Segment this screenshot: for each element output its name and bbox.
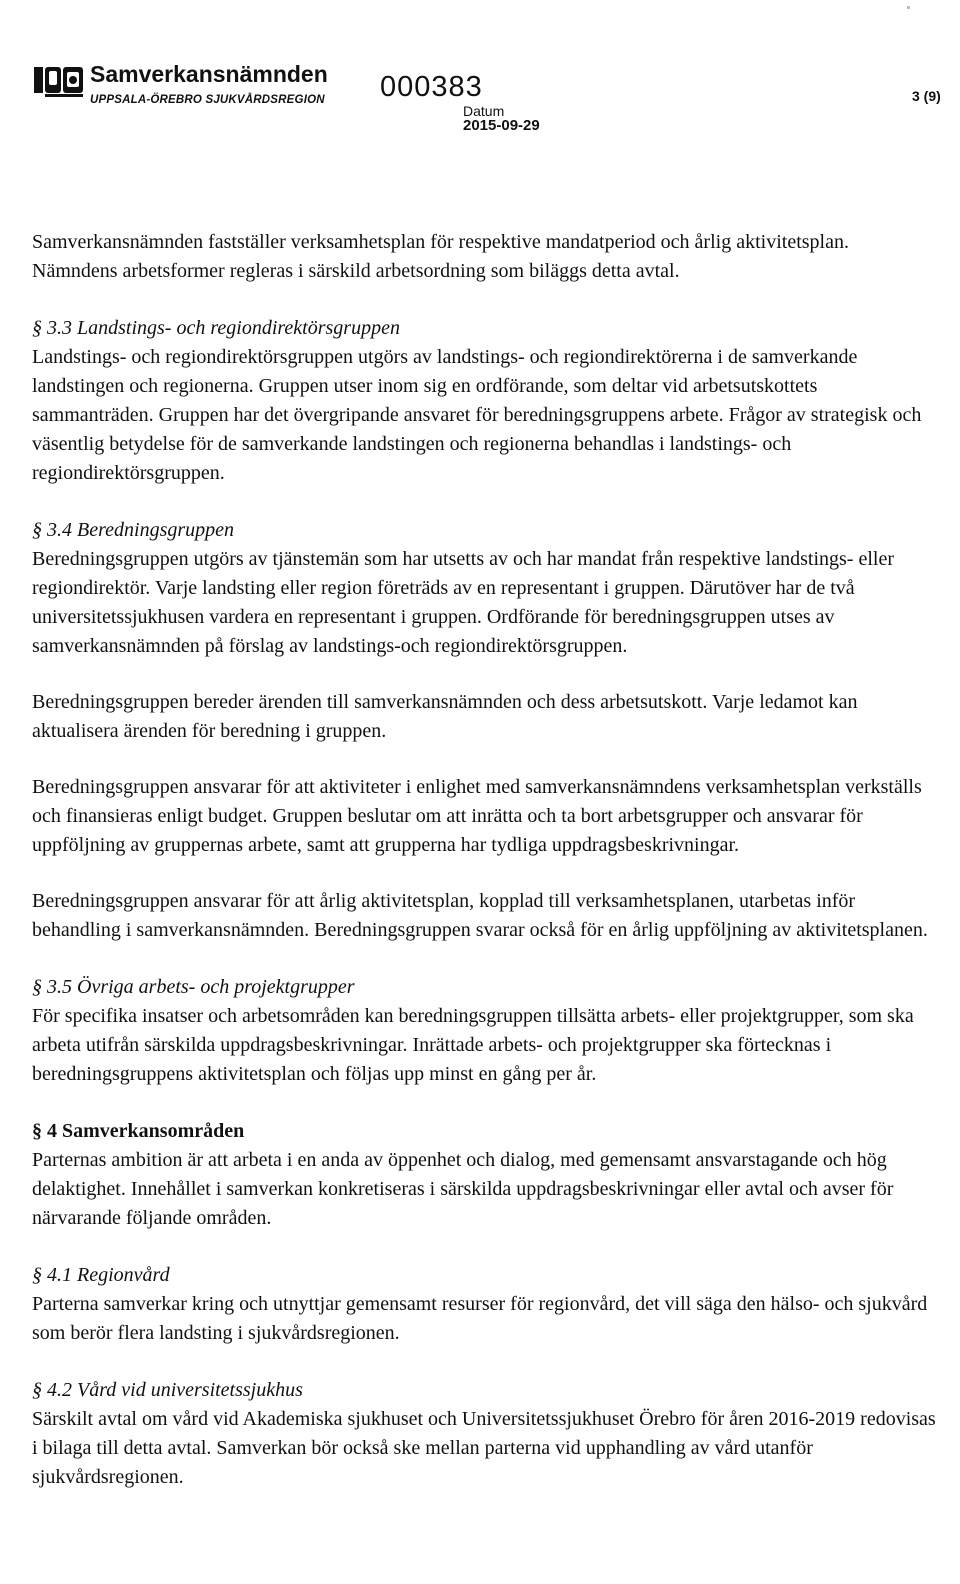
org-subtitle: UPPSALA-ÖREBRO SJUKVÅRDSREGION xyxy=(90,94,325,106)
paragraph: Beredningsgruppen ansvarar för att årlig aktivitetsplan, kopplad till verksamhetsplanen, utarbetas inför behandling i samverkansnämnden. Beredningsgruppen svarar också för en årlig uppföljning av aktivitetsplanen. xyxy=(32,890,928,941)
paragraph: För specifika insatser och arbetsområden kan beredningsgruppen tillsätta arbets- eller projektgrupper, som ska arbeta utifrån särskilda uppdragsbeskrivningar. Inrättade arbets- och projektgrupper ska förtecknas i beredningsgruppens aktivitetsplan och följas upp minst en gång per år. xyxy=(32,1005,914,1085)
section-heading-3-5: § 3.5 Övriga arbets- och projektgrupper xyxy=(32,976,355,998)
paragraph: Landstings- och regiondirektörsgruppen utgörs av landstings- och regiondirektörerna i de samverkande landstingen och regionerna. Gruppen utser inom sig en ordförande, som deltar vid arbetsutskottets sammanträden. Gruppen har det övergripande ansvaret för beredningsgruppens arbete. Frågor av strategisk och väsentlig betydelse för de samverkande landstingen och regionerna behandlas i landstings- och regiondirektörsgruppen. xyxy=(32,346,922,484)
samverkansnamnden-logo-icon xyxy=(33,63,85,99)
section-heading-3-4: § 3.4 Beredningsgruppen xyxy=(32,519,235,541)
scan-mark xyxy=(907,6,910,9)
org-name: Samverkansnämnden xyxy=(90,61,328,87)
paragraph: Beredningsgruppen utgörs av tjänstemän som har utsetts av och har mandat från respektive landstings- eller regiondirektör. Varje landsting eller region företräds av en representant i gruppen. Därutöver har de två universitetssjukhusen vardera en representant i gruppen. Ordförande för beredningsgruppen utses av samverkansnämnden på förslag av landstings-och regiondirektörsgruppen. xyxy=(32,548,894,657)
paragraph: Särskilt avtal om vård vid Akademiska sjukhuset och Universitetssjukhuset Örebro för åren 2016-2019 redovisas i bilaga till detta avtal. Samverkan bör också ske mellan parterna vid upphandling av vård utanför sjukvårdsregionen. xyxy=(32,1408,936,1488)
section-heading-3-3: § 3.3 Landstings- och regiondirektörsgruppen xyxy=(32,317,400,339)
date-label: Datum xyxy=(463,103,505,119)
section-heading-4-1: § 4.1 Regionvård xyxy=(32,1264,170,1286)
page-number: 3 (9) xyxy=(912,88,941,104)
paragraph: Beredningsgruppen bereder ärenden till samverkansnämnden och dess arbetsutskott. Varje ledamot kan aktualisera ärenden för beredning i gruppen. xyxy=(32,691,858,742)
document-date: 2015-09-29 xyxy=(463,117,540,134)
paragraph: Beredningsgruppen ansvarar för att aktiviteter i enlighet med samverkansnämndens verksamhetsplan verkställs och finansieras enligt budget. Gruppen beslutar om att inrätta och ta bort arbetsgrupper och ansvarar för uppföljning av gruppernas arbete, samt att grupperna har tydliga uppdragsbeskrivningar. xyxy=(32,776,922,856)
document-body xyxy=(32,228,937,1492)
paragraph: Samverkansnämnden fastställer verksamhetsplan för respektive mandatperiod och årlig aktivitetsplan. Nämndens arbetsformer regleras i särskild arbetsordning som biläggs detta avtal. xyxy=(32,231,849,282)
document-stamp-number: 000383 xyxy=(380,71,483,103)
section-heading-4-2: § 4.2 Vård vid universitetssjukhus xyxy=(32,1379,303,1401)
section-heading-4: § 4 Samverkansområden xyxy=(32,1120,245,1142)
paragraph: Parterna samverkar kring och utnyttjar gemensamt resurser för regionvård, det vill säga den hälso- och sjukvård som berör flera landsting i sjukvårdsregionen. xyxy=(32,1293,928,1344)
paragraph: Parternas ambition är att arbeta i en anda av öppenhet och dialog, med gemensamt ansvarstagande och hög delaktighet. Innehållet i samverkan konkretiseras i särskilda uppdragsbeskrivningar eller avtal och avser för närvarande följande områden. xyxy=(32,1149,894,1229)
